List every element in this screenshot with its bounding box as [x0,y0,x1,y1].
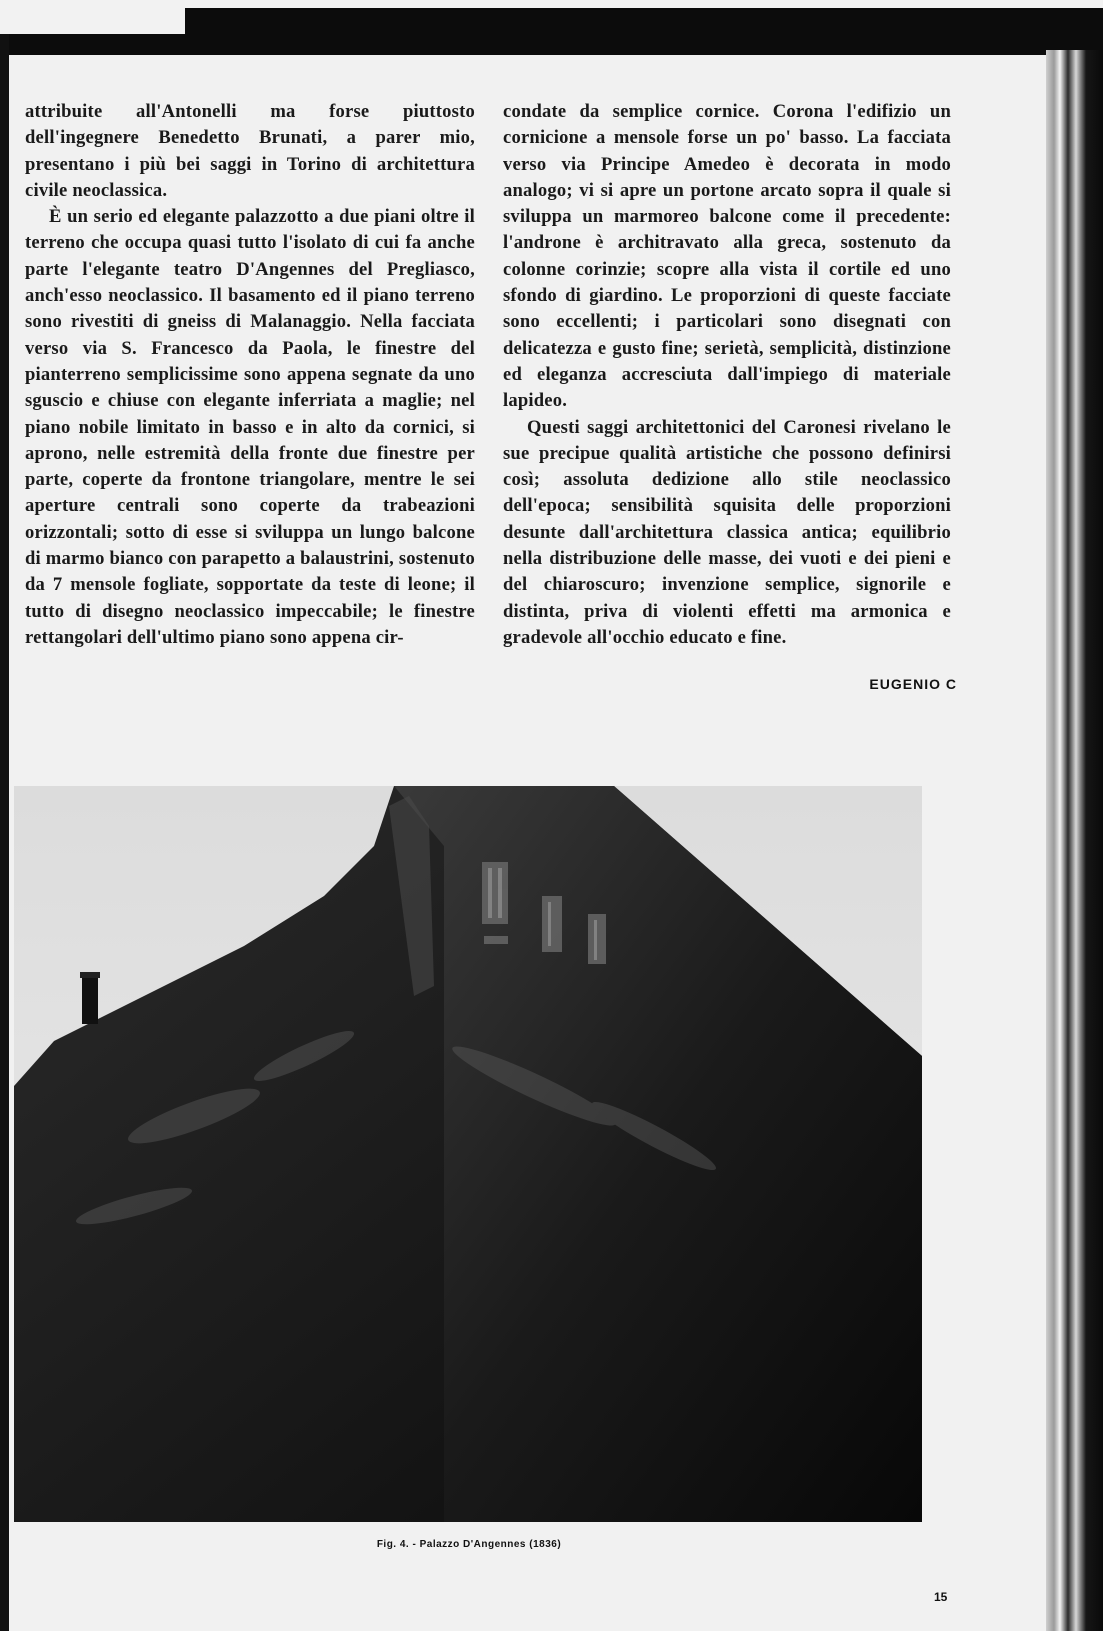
photo-image [14,786,922,1522]
scan-left-edge [0,34,9,1631]
figure-caption: Fig. 4. - Palazzo D'Angennes (1836) [376,1539,562,1550]
scan-top-left-margin [0,0,185,34]
text-column-left [25,99,475,651]
building-photograph [14,786,922,1522]
paragraph: condate da semplice cornice. Corona l'edifizio un cornicione a mensole forse un po' basso. La facciata verso via Principe Amedeo è decorata in modo analogo; vi si apre un portone arcato sopra il quale si sviluppa un marmoreo balcone come il precedente: l'androne è architravato alla greca, sostenuto da colonne corinzie; scopre alla vista il cortile ed uno sfondo di giardino. Le proporzioni di queste facciate sono eccellenti; i particolari sono disegnati con delicatezza e gusto fine; serietà, semplicità, distinzione ed eleganza accresciuta dall'impiego di materiale lapideo. [503,101,951,412]
paragraph: attribuite all'Antonelli ma forse piuttosto dell'ingegnere Benedetto Brunati, a parer mio, presentano i più bei saggi in Torino di architettura civile neoclassica. [25,101,475,201]
paragraph: Questi saggi architettonici del Caronesi rivelano le sue precipue qualità artistiche che possono definirsi così; assoluta dedizione allo stile neoclassico dell'epoca; sensibilità squisita delle proporzioni desunte dall'architettura classica antica; equilibrio nella distribuzione delle masse, dei vuoti e dei pieni e del chiaroscuro; invenzione semplice, signorile e distinta, priva di violenti effetti ma armonica e gradevole all'occhio educato e fine. [503,416,951,648]
paragraph: È un serio ed elegante palazzotto a due piani oltre il terreno che occupa quasi tutto l'isolato di cui fa anche parte l'elegante teatro D'Angennes del Pregliasco, anch'esso neoclassico. Il basamento ed il piano terreno sono rivestiti di gneiss di Malanaggio. Nella facciata verso via S. Francesco da Paola, le finestre del pianterreno semplicissime sono appena segnate da uno sguscio e chiuse con elegante inferriata a maglie; nel piano nobile limitato in basso e in alto da cornici, si aprono, nelle estremità della fronte due finestre per parte, coperte da frontone triangolare, mentre le sei aperture centrali sono coperte da trabeazioni orizzontali; sotto di esse si sviluppa un lungo balcone di marmo bianco con parapetto a balaustrini, sostenuto da 7 mensole fogliate, sopportate da teste di leone; il tutto di disegno neoclassico impeccabile; le finestre rettangolari dell'ultimo piano sono appena cir- [25,206,475,648]
page-number: 15 [934,1590,948,1604]
text-column-right [503,99,951,651]
author-signature: EUGENIO C [869,676,957,692]
book-spine-edge [1046,50,1103,1631]
document-page [9,55,1046,1631]
scan-top-gap [185,0,1103,8]
